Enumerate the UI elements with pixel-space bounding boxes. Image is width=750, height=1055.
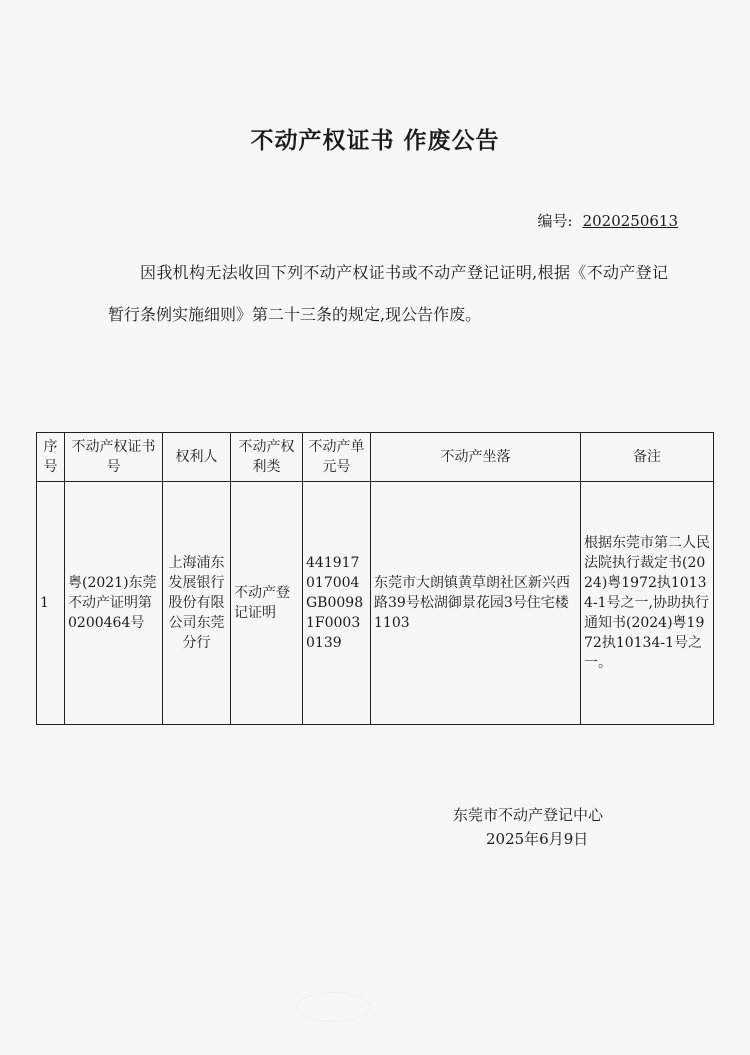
announcement-paragraph: 因我机构无法收回下列不动产权证书或不动产登记证明,根据《不动产登记暂行条例实施细则》第二十三条的规定,现公告作废。 (108, 263, 668, 324)
issuing-organization: 东莞市不动产登记中心 (453, 806, 604, 824)
document-number-label: 编号: (537, 212, 573, 230)
void-certificate-table (36, 432, 714, 725)
cell-cert-no: 粤(2021)东莞不动产证明第0200464号 (65, 482, 163, 725)
cell-right-type: 不动产登记证明 (231, 482, 303, 725)
cell-holder: 上海浦东发展银行股份有限公司东莞分行 (163, 482, 231, 725)
cell-location: 东莞市大朗镇黄草朗社区新兴西路39号松湖御景花园3号住宅楼1103 (371, 482, 581, 725)
faint-stamp-mark (296, 992, 370, 1022)
header-remarks: 备注 (581, 433, 714, 482)
cell-unit-no: 441917017004GB00981F00030139 (303, 482, 371, 725)
cell-remarks: 根据东莞市第二人民法院执行裁定书(2024)粤1972执10134-1号之一,协助执行通知书(2024)粤1972执10134-1号之一。 (581, 482, 714, 725)
header-holder: 权利人 (163, 433, 231, 482)
header-unit-no: 不动产单元号 (303, 433, 371, 482)
document-number-value: 2020250613 (582, 212, 678, 230)
issue-date: 2025年6月9日 (486, 830, 589, 848)
document-number (538, 210, 679, 231)
table-row (37, 482, 714, 725)
header-cert-no: 不动产权证书号 (65, 433, 163, 482)
table-header-row (37, 433, 714, 482)
header-right-type: 不动产权利类 (231, 433, 303, 482)
header-seq: 序号 (37, 433, 65, 482)
cell-seq: 1 (37, 482, 65, 725)
header-location: 不动产坐落 (371, 433, 581, 482)
document-title: 不动产权证书 作废公告 (250, 128, 500, 154)
announcement-body (108, 252, 668, 336)
